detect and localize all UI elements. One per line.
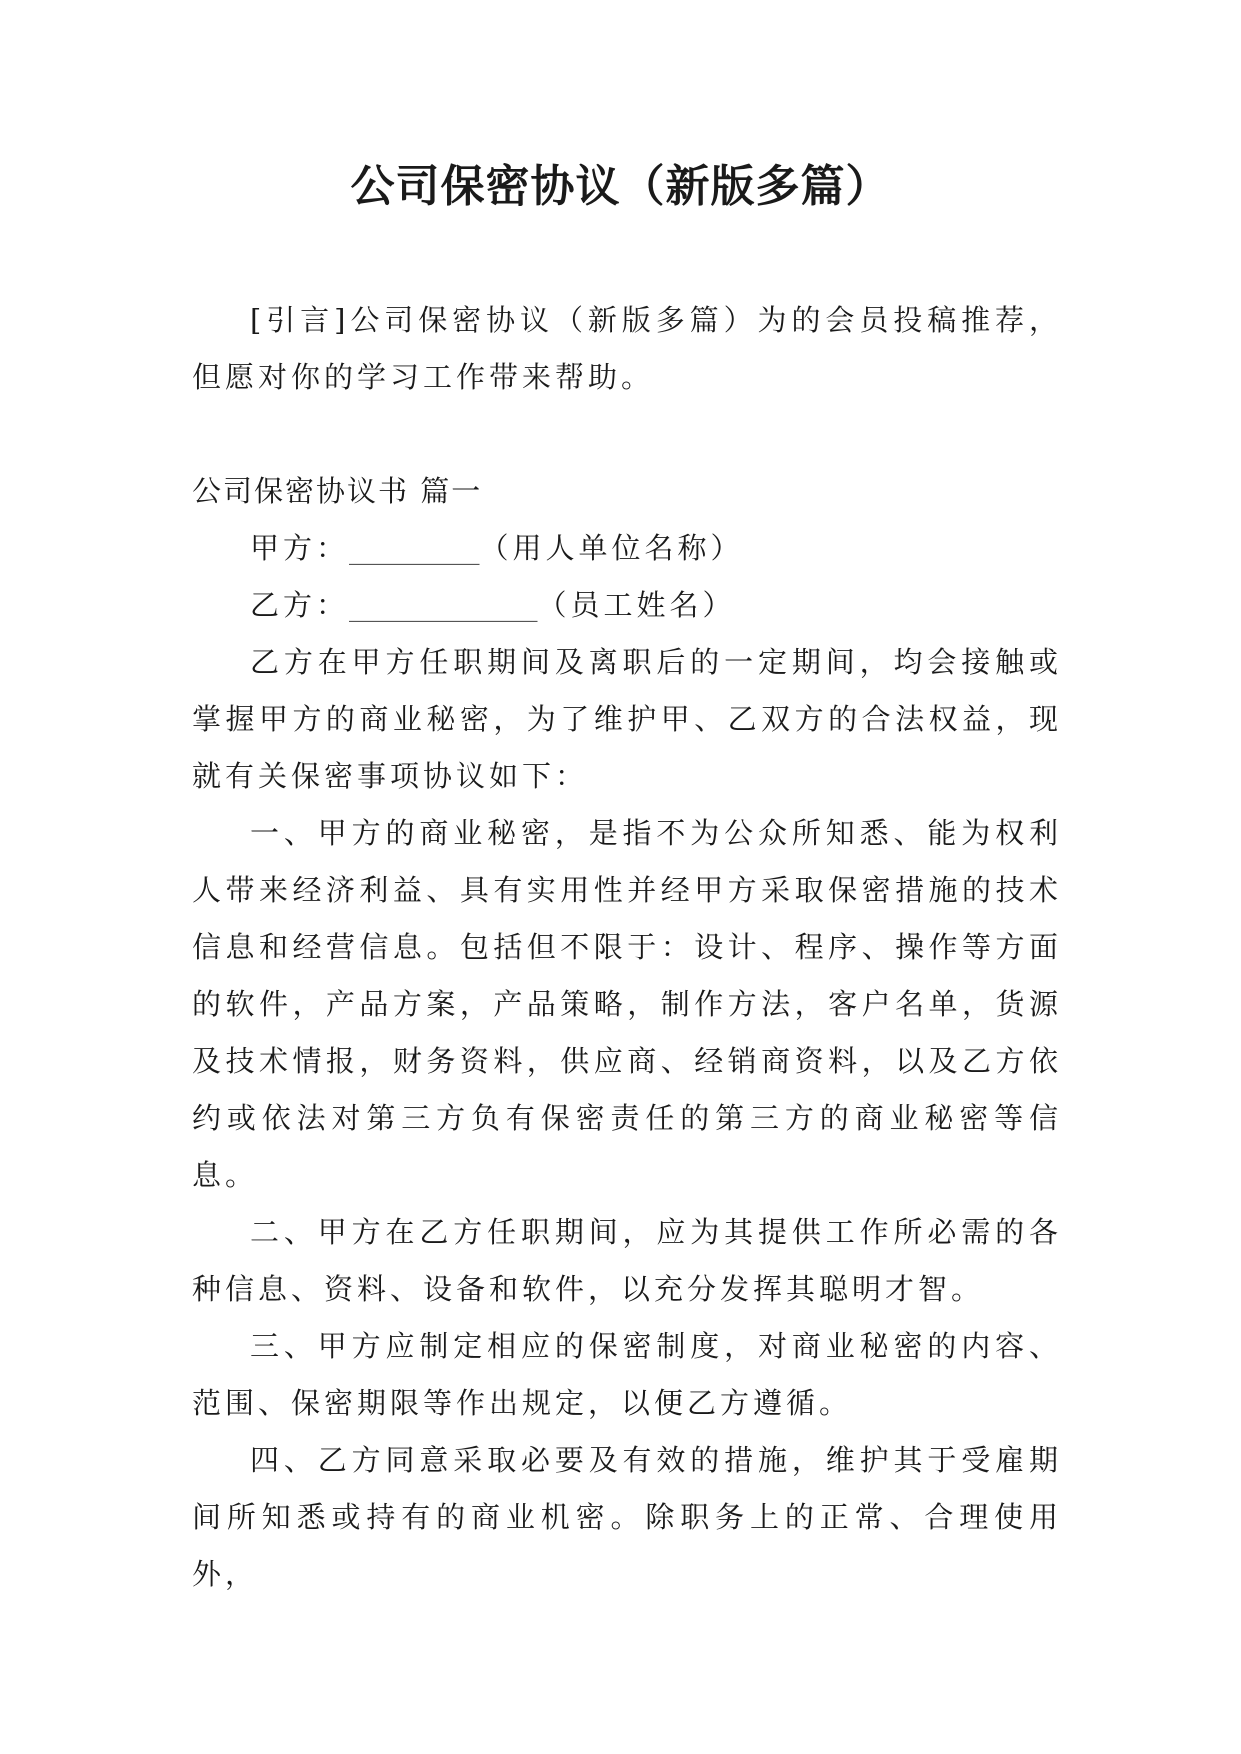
- intro-paragraph: [引言]公司保密协议（新版多篇）为的会员投稿推荐，但愿对你的学习工作带来帮助。: [192, 303, 1062, 394]
- document-body: [192, 292, 1062, 1603]
- party-b-line: [192, 577, 1062, 634]
- body-paragraph-clause-2: 二、甲方在乙方任职期间，应为其提供工作所必需的各种信息、资料、设备和软件，以充分发挥其聪明才智。: [192, 1215, 1062, 1306]
- party-a-note: （用人单位名称）: [479, 531, 744, 565]
- section-heading: 公司保密协议书 篇一: [192, 474, 483, 508]
- party-b-note: （员工姓名）: [537, 588, 736, 622]
- body-paragraph-clause-3: 三、甲方应制定相应的保密制度，对商业秘密的内容、范围、保密期限等作出规定，以便乙方遵循。: [192, 1329, 1062, 1420]
- party-a-line: [192, 520, 1062, 577]
- body-paragraph-clause-4: 四、乙方同意采取必要及有效的措施，维护其于受雇期间所知悉或持有的商业机密。除职务上的正常、合理使用外，: [192, 1443, 1062, 1591]
- document-title: 公司保密协议（新版多篇）: [350, 161, 891, 212]
- party-b-blank: _____________: [349, 588, 538, 622]
- body-paragraph-clause-1: 一、甲方的商业秘密，是指不为公众所知悉、能为权利人带来经济利益、具有实用性并经甲方采取保密措施的技术信息和经营信息。包括但不限于：设计、程序、操作等方面的软件，产品方案，产品策略，制作方法，客户名单，货源及技术情报，财务资料，供应商、经销商资料，以及乙方依约或依法对第三方负有保密责任的第三方的商业秘密等信息。: [192, 816, 1062, 1192]
- party-a-blank: _________: [349, 531, 480, 565]
- body-paragraph-preamble: 乙方在甲方任职期间及离职后的一定期间，均会接触或掌握甲方的商业秘密，为了维护甲、乙双方的合法权益，现就有关保密事项协议如下：: [192, 645, 1062, 793]
- party-b-label: 乙方：: [250, 588, 350, 622]
- party-a-label: 甲方：: [250, 531, 350, 565]
